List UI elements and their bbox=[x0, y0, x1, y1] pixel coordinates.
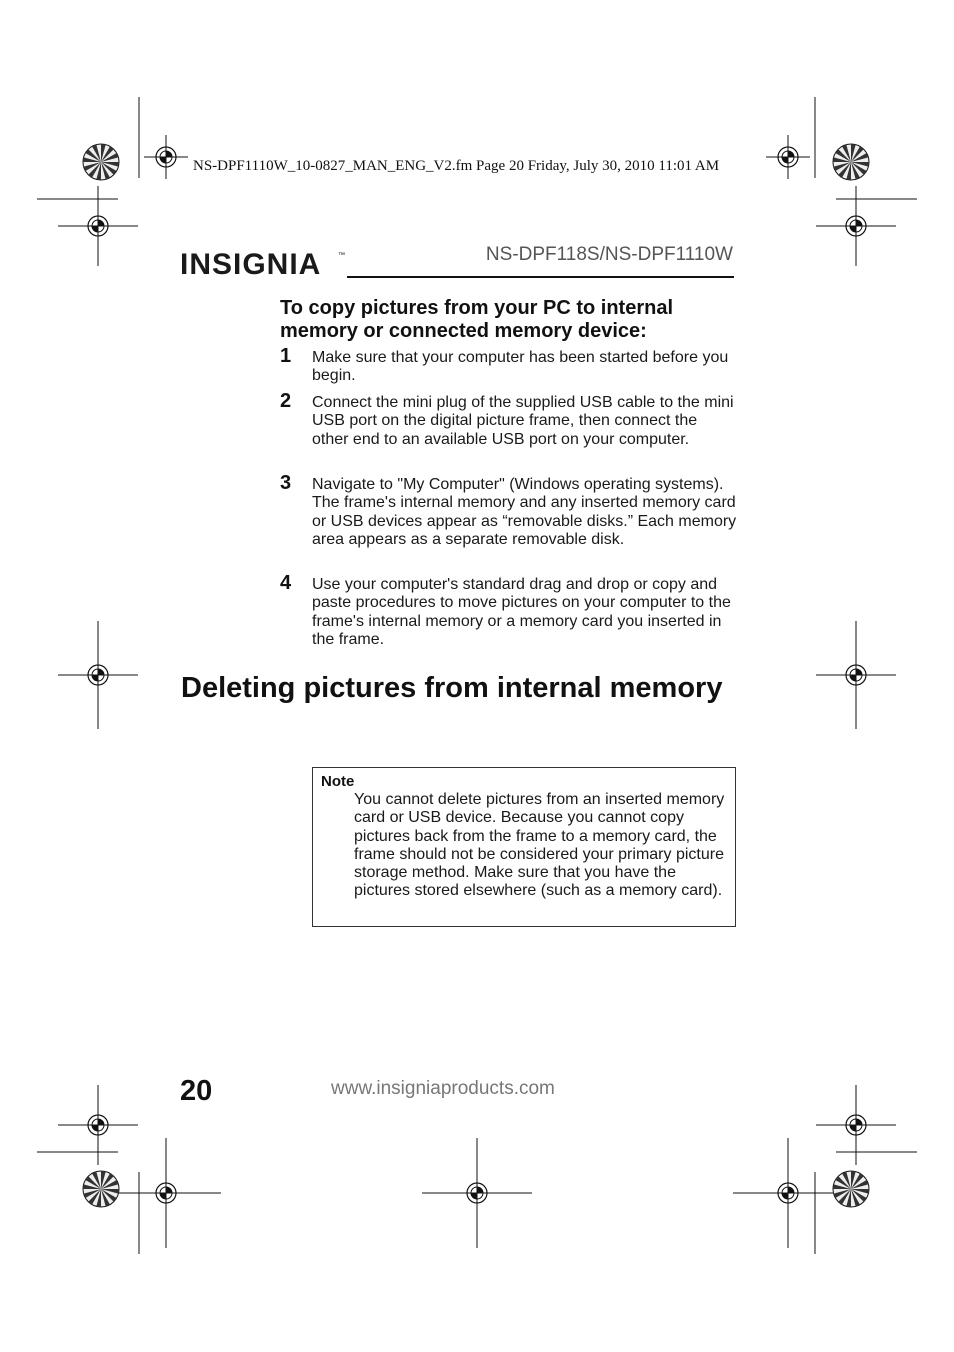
step-number: 2 bbox=[280, 390, 292, 412]
page-number: 20 bbox=[180, 1075, 213, 1107]
registration-target bbox=[816, 186, 896, 266]
registration-target bbox=[58, 635, 138, 715]
color-registration-starburst bbox=[833, 1171, 869, 1207]
logo-trademark: ™ bbox=[338, 252, 345, 259]
footer-url: www.insigniaproducts.com bbox=[331, 1078, 555, 1099]
print-slug: NS-DPF1110W_10-0827_MAN_ENG_V2.fm Page 20 Friday, July 30, 2010 11:01 AM bbox=[193, 158, 720, 174]
registration-target bbox=[422, 1138, 532, 1248]
note-label: Note bbox=[321, 773, 355, 790]
insignia-logo bbox=[180, 244, 345, 281]
section-title: Deleting pictures from internal memory bbox=[181, 672, 723, 704]
color-registration-starburst bbox=[833, 144, 869, 180]
procedure-title: To copy pictures from your PC to internal memory or connected memory device: bbox=[280, 297, 674, 342]
registration-target bbox=[816, 635, 896, 715]
registration-target bbox=[816, 1085, 896, 1165]
step-number: 4 bbox=[280, 572, 292, 594]
logo-wordmark: INSIGNIA bbox=[180, 248, 322, 281]
registration-target bbox=[111, 1138, 221, 1248]
model-number: NS-DPF118S/NS-DPF1110W bbox=[485, 244, 733, 265]
step-text: Navigate to "My Computer" (Windows operating systems). The frame's internal memory and any inserted memory card or USB devices appear as “removable disks.” Each memory area appears as a separate removable disk. bbox=[312, 476, 737, 548]
registration-target bbox=[144, 135, 188, 179]
header-rule bbox=[347, 276, 734, 278]
registration-target bbox=[733, 1138, 843, 1248]
registration-target bbox=[58, 1085, 138, 1165]
registration-target bbox=[766, 135, 810, 179]
step-number: 1 bbox=[280, 345, 292, 367]
color-registration-starburst bbox=[83, 144, 119, 180]
step-text: Make sure that your computer has been started before you begin. bbox=[312, 349, 729, 385]
note-box bbox=[312, 767, 736, 927]
registration-target bbox=[58, 186, 138, 266]
color-registration-starburst bbox=[83, 1171, 119, 1207]
step-text: Use your computer's standard drag and drop or copy and paste procedures to move pictures on your computer to the frame's internal memory or a memory card you inserted in the frame. bbox=[312, 576, 731, 648]
step-number: 3 bbox=[280, 472, 292, 494]
step-text: Connect the mini plug of the supplied USB cable to the mini USB port on the digital picture frame, then connect the other end to an available USB port on your computer. bbox=[312, 394, 734, 448]
note-text: You cannot delete pictures from an inserted memory card or USB device. Because you cannot copy pictures back from the frame to a memory card, the frame should not be considered your primary picture storage method. Make sure that you have the pictures stored elsewhere (such as a memory card). bbox=[354, 791, 725, 900]
